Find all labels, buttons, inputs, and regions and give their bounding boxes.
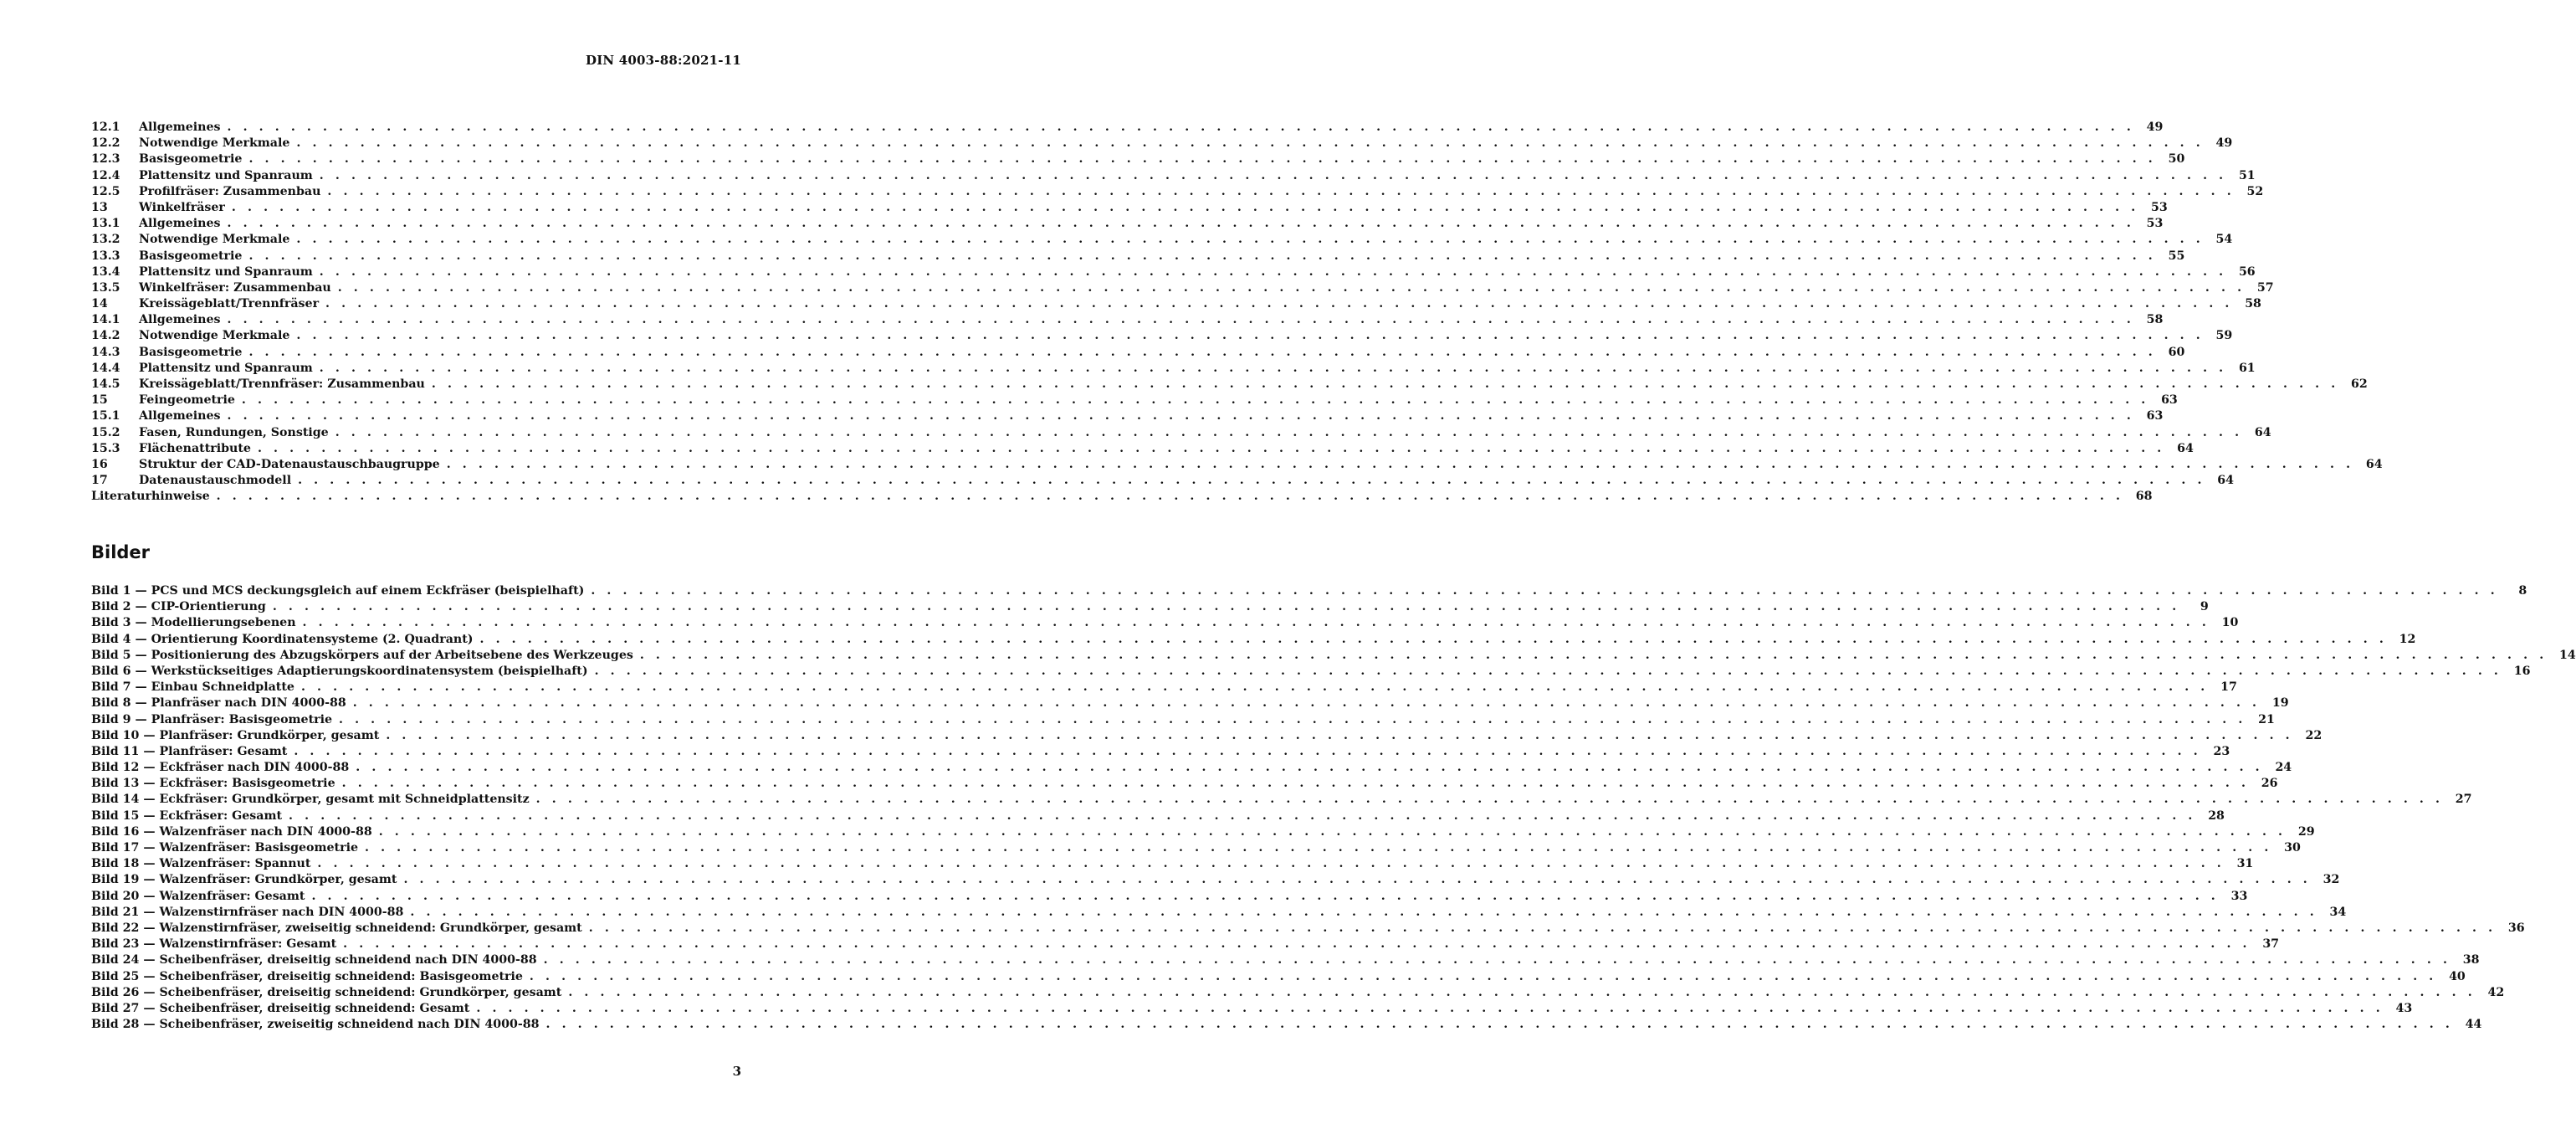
toc-entry[interactable] (91, 490, 2153, 506)
dot-leader: . . . . . . . . . . . . . . . . . . . . . . . . . . . . . . . . . . . . . . . . . . . . . . . . . . . . . . . . . . . . . . . . . . . . . . . . . . . . . . . . . . . . . . . . . . . . . . . . . . . . . . . . . . . . . . . . . . . . . . . . (410, 905, 2318, 919)
toc-entry-title: Literaturhinweise (91, 490, 210, 504)
figure-entry[interactable] (91, 857, 2254, 873)
figure-entry-title: Bild 8 — Planfräser nach DIN 4000-88 (91, 696, 346, 711)
dot-leader: . . . . . . . . . . . . . . . . . . . . . . . . . . . . . . . . . . . . . . . . . . . . . . . . . . . . . . . . . . . . . . . . . . . . . . . . . . . . . . . . . . . . . . . . . . . . . . . . . . . . . . . . . . . . . . . . . . . . . . . . (294, 744, 2202, 758)
toc-entry-number: 13.2 (91, 233, 120, 247)
toc-entry[interactable] (91, 249, 2185, 265)
figure-entry[interactable] (91, 1018, 2482, 1034)
figure-entry-page: 34 (2329, 905, 2347, 919)
figure-entry-title: Bild 14 — Eckfräser: Grundkörper, gesamt mit Schneidplattensitz (91, 793, 530, 807)
figure-entry-page: 32 (2322, 873, 2340, 887)
toc-entry-number: 13.3 (91, 249, 120, 263)
dot-leader: . . . . . . . . . . . . . . . . . . . . . . . . . . . . . . . . . . . . . . . . . . . . . . . . . . . . . . . . . . . . . . . . . . . . . . . . . . . . . . . . . . . . . . . . . . . . . . . . . . . . . . . . . . . . . . . . . . . . . . . . (431, 377, 2339, 391)
figure-entry-page: 9 (2200, 600, 2209, 614)
toc-entry[interactable] (91, 297, 2261, 313)
dot-leader: . . . . . . . . . . . . . . . . . . . . . . . . . . . . . . . . . . . . . . . . . . . . . . . . . . . . . . . . . . . . . . . . . . . . . . . . . . . . . . . . . . . . . . . . . . . . . . . . . . . . . . . . . . . . . . . . . . . . . . . . (588, 921, 2497, 935)
figure-entry-title: Bild 19 — Walzenfräser: Grundkörper, gesamt (91, 873, 397, 887)
figure-entry[interactable] (91, 744, 2230, 761)
toc-entry-number: 14 (91, 297, 108, 311)
toc-entry-title: Winkelfräser: Zusammenbau (139, 280, 331, 295)
toc-entry-page: 64 (2177, 441, 2194, 455)
toc-entry-page: 68 (2135, 490, 2153, 504)
figure-entry-page: 17 (2220, 680, 2237, 695)
dot-leader: . . . . . . . . . . . . . . . . . . . . . . . . . . . . . . . . . . . . . . . . . . . . . . . . . . . . . . . . . . . . . . . . . . . . . . . . . . . . . . . . . . . . . . . . . . . . . . . . . . . . . . . . . . . . . . . . . . . . . . . . (378, 824, 2287, 839)
figure-entry-title: Bild 1 — PCS und MCS deckungsgleich auf einem Eckfräser (beispielhaft) (91, 584, 585, 598)
dot-leader: . . . . . . . . . . . . . . . . . . . . . . . . . . . . . . . . . . . . . . . . . . . . . . . . . . . . . . . . . . . . . . . . . . . . . . . . . . . . . . . . . . . . . . . . . . . . . . . . . . . . . . . . . . . . . . . . . . . . . . . . (327, 184, 2235, 198)
figure-entry-title: Bild 25 — Scheibenfräser, dreiseitig schneidend: Basisgeometrie (91, 969, 523, 983)
figure-entry-title: Bild 7 — Einbau Schneidplatte (91, 680, 294, 695)
page-number: 3 (732, 1064, 741, 1079)
dot-leader: . . . . . . . . . . . . . . . . . . . . . . . . . . . . . . . . . . . . . . . . . . . . . . . . . . . . . . . . . . . . . . . . . . . . . . . . . . . . . . . . . . . . . . . . . . . . . . . . . . . . . . . . . . . . . . . . . . . . . . . . (227, 217, 2135, 231)
figure-entry-title: Bild 20 — Walzenfräser: Gesamt (91, 889, 305, 903)
toc-entry-title: Feingeometrie (139, 393, 235, 408)
figure-entry-page: 16 (2513, 664, 2531, 678)
toc-entry[interactable] (91, 280, 2274, 297)
figure-entry-title: Bild 2 — CIP-Orientierung (91, 600, 266, 614)
toc-entry[interactable] (91, 393, 2178, 409)
dot-leader: . . . . . . . . . . . . . . . . . . . . . . . . . . . . . . . . . . . . . . . . . . . . . . . . . . . . . . . . . . . . . . . . . . . . . . . . . . . . . . . . . . . . . . . . . . . . . . . . . . . . . . . . . . . . . . . . . . . . . . . . (339, 712, 2246, 726)
figure-entry-title: Bild 13 — Eckfräser: Basisgeometrie (91, 777, 335, 791)
figure-entry[interactable] (91, 664, 2531, 680)
toc-entry-number: 15.3 (91, 441, 120, 455)
figure-entry[interactable] (91, 953, 2480, 969)
dot-leader: . . . . . . . . . . . . . . . . . . . . . . . . . . . . . . . . . . . . . . . . . . . . . . . . . . . . . . . . . . . . . . . . . . . . . . . . . . . . . . . . . . . . . . . . . . . . . . . . . . . . . . . . . . . . . . . . . . . . . . . . (248, 345, 2157, 359)
dot-leader: . . . . . . . . . . . . . . . . . . . . . . . . . . . . . . . . . . . . . . . . . . . . . . . . . . . . . . . . . . . . . . . . . . . . . . . . . . . . . . . . . . . . . . . . . . . . . . . . . . . . . . . . . . . . . . . . . . . . . . . . (335, 425, 2243, 439)
figure-entry-page: 31 (2236, 857, 2254, 871)
figure-entry[interactable] (91, 616, 2239, 632)
figure-entry-page: 14 (2558, 648, 2576, 662)
toc-entry-page: 58 (2245, 297, 2261, 311)
dot-leader: . . . . . . . . . . . . . . . . . . . . . . . . . . . . . . . . . . . . . . . . . . . . . . . . . . . . . . . . . . . . . . . . . . . . . . . . . . . . . . . . . . . . . . . . . . . . . . . . . . . . . . . . . . . . . . . . . . . . . . . . (289, 808, 2196, 823)
figure-entry-title: Bild 9 — Planfräser: Basisgeometrie (91, 712, 333, 726)
figure-entry-page: 26 (2261, 777, 2278, 791)
figure-entry-title: Bild 11 — Planfräser: Gesamt (91, 744, 288, 758)
toc-entry-number: 14.3 (91, 345, 120, 359)
figure-entry-title: Bild 5 — Positionierung des Abzugskörpers auf der Arbeitsebene des Werkzeuges (91, 648, 633, 662)
toc-entry-page: 64 (2217, 474, 2234, 488)
toc-entry-page: 59 (2215, 329, 2233, 343)
figure-entry-title: Bild 27 — Scheibenfräser, dreiseitig schneidend: Gesamt (91, 1001, 470, 1015)
figure-entry-title: Bild 26 — Scheibenfräser, dreiseitig schneidend: Grundkörper, gesamt (91, 985, 562, 999)
toc-entry-title: Fasen, Rundungen, Sonstige (139, 425, 329, 439)
toc-entry-number: 15 (91, 393, 108, 408)
toc-entry-page: 49 (2146, 121, 2164, 134)
figure-entry-page: 22 (2305, 728, 2322, 742)
dot-leader: . . . . . . . . . . . . . . . . . . . . . . . . . . . . . . . . . . . . . . . . . . . . . . . . . . . . . . . . . . . . . . . . . . . . . . . . . . . . . . . . . . . . . . . . . . . . . . . . . . . . . . . . . . . . . . . . . . . . . . . . (535, 793, 2444, 807)
figure-entry-title: Bild 12 — Eckfräser nach DIN 4000-88 (91, 761, 350, 775)
toc-entry-page: 50 (2168, 152, 2185, 167)
figure-entry-title: Bild 4 — Orientierung Koordinatensysteme (2. Quadrant) (91, 632, 474, 646)
figures-heading: Bilder (91, 542, 151, 562)
toc-entry-page: 64 (2254, 425, 2271, 439)
figure-entry[interactable] (91, 808, 2225, 825)
figure-entry-page: 28 (2208, 808, 2225, 823)
dot-leader: . . . . . . . . . . . . . . . . . . . . . . . . . . . . . . . . . . . . . . . . . . . . . . . . . . . . . . . . . . . . . . . . . . . . . . . . . . . . . . . . . . . . . . . . . . . . . . . . . . . . . . . . . . . . . . . . . . . . . . . . (298, 474, 2205, 488)
toc-entry[interactable] (91, 345, 2185, 362)
dot-leader: . . . . . . . . . . . . . . . . . . . . . . . . . . . . . . . . . . . . . . . . . . . . . . . . . . . . . . . . . . . . . . . . . . . . . . . . . . . . . . . . . . . . . . . . . . . . . . . . . . . . . . . . . . . . . . . . . . . . . . . . (319, 168, 2227, 182)
dot-leader: . . . . . . . . . . . . . . . . . . . . . . . . . . . . . . . . . . . . . . . . . . . . . . . . . . . . . . . . . . . . . . . . . . . . . . . . . . . . . . . . . . . . . . . . . . . . . . . . . . . . . . . . . . . . . . . . . . . . . . . . (325, 297, 2233, 311)
figure-entry[interactable] (91, 969, 2466, 986)
dot-leader: . . . . . . . . . . . . . . . . . . . . . . . . . . . . . . . . . . . . . . . . . . . . . . . . . . . . . . . . . . . . . . . . . . . . . . . . . . . . . . . . . . . . . . . . . . . . . . . . . . . . . . . . . . . . . . . . . . . . . . . . (302, 616, 2210, 630)
figure-entry-page: 36 (2507, 921, 2525, 935)
figure-entry[interactable] (91, 824, 2315, 841)
figure-entry-page: 44 (2465, 1018, 2482, 1032)
toc-entry[interactable] (91, 233, 2233, 249)
toc-entry[interactable] (91, 264, 2256, 281)
figure-entry-title: Bild 3 — Modellierungsebenen (91, 616, 296, 630)
figure-entry[interactable] (91, 600, 2209, 616)
figure-entry-title: Bild 10 — Planfräser: Grundkörper, gesamt (91, 728, 380, 742)
dot-leader: . . . . . . . . . . . . . . . . . . . . . . . . . . . . . . . . . . . . . . . . . . . . . . . . . . . . . . . . . . . . . . . . . . . . . . . . . . . . . . . . . . . . . . . . . . . . . . . . . . . . . . . . . . . . . . . . . . . . . . . . (341, 777, 2250, 791)
toc-entry-page: 63 (2161, 393, 2178, 408)
dot-leader: . . . . . . . . . . . . . . . . . . . . . . . . . . . . . . . . . . . . . . . . . . . . . . . . . . . . . . . . . . . . . . . . . . . . . . . . . . . . . . . . . . . . . . . . . . . . . . . . . . . . . . . . . . . . . . . . . . . . . . . . (311, 889, 2220, 903)
dot-leader: . . . . . . . . . . . . . . . . . . . . . . . . . . . . . . . . . . . . . . . . . . . . . . . . . . . . . . . . . . . . . . . . . . . . . . . . . . . . . . . . . . . . . . . . . . . . . . . . . . . . . . . . . . . . . . . . . . . . . . . . (227, 121, 2135, 134)
dot-leader: . . . . . . . . . . . . . . . . . . . . . . . . . . . . . . . . . . . . . . . . . . . . . . . . . . . . . . . . . . . . . . . . . . . . . . . . . . . . . . . . . . . . . . . . . . . . . . . . . . . . . . . . . . . . . . . . . . . . . . . . (543, 953, 2451, 967)
dot-leader: . . . . . . . . . . . . . . . . . . . . . . . . . . . . . . . . . . . . . . . . . . . . . . . . . . . . . . . . . . . . . . . . . . . . . . . . . . . . . . . . . . . . . . . . . . . . . . . . . . . . . . . . . . . . . . . . . . . . . . . . (257, 441, 2165, 455)
toc-entry-page: 56 (2238, 264, 2256, 279)
dot-leader: . . . . . . . . . . . . . . . . . . . . . . . . . . . . . . . . . . . . . . . . . . . . . . . . . . . . . . . . . . . . . . . . . . . . . . . . . . . . . . . . . . . . . . . . . . . . . . . . . . . . . . . . . . . . . . . . . . . . . . . . (227, 313, 2135, 327)
toc-entry-title: Allgemeines (139, 313, 221, 327)
dot-leader: . . . . . . . . . . . . . . . . . . . . . . . . . . . . . . . . . . . . . . . . . . . . . . . . . . . . . . . . . . . . . . . . . . . . . . . . . . . . . . . . . . . . . . . . . . . . . . . . . . . . . . . . . . . . . . . . . . . . . . . . (248, 152, 2157, 167)
toc-entry-page: 52 (2246, 184, 2264, 198)
toc-entry-page: 53 (2151, 200, 2168, 214)
figure-entry-title: Bild 21 — Walzenstirnfräser nach DIN 4000-88 (91, 905, 404, 919)
dot-leader: . . . . . . . . . . . . . . . . . . . . . . . . . . . . . . . . . . . . . . . . . . . . . . . . . . . . . . . . . . . . . . . . . . . . . . . . . . . . . . . . . . . . . . . . . . . . . . . . . . . . . . . . . . . . . . . . . . . . . . . . (639, 648, 2548, 662)
toc-entry-title: Datenaustauschmodell (139, 474, 292, 488)
toc-entry[interactable] (91, 457, 2383, 474)
toc-entry-title: Plattensitz und Spanraum (139, 168, 313, 182)
dot-leader: . . . . . . . . . . . . . . . . . . . . . . . . . . . . . . . . . . . . . . . . . . . . . . . . . . . . . . . . . . . . . . . . . . . . . . . . . . . . . . . . . . . . . . . . . . . . . . . . . . . . . . . . . . . . . . . . . . . . . . . . (343, 937, 2251, 952)
toc-entry[interactable] (91, 217, 2164, 233)
figure-entry[interactable] (91, 761, 2292, 777)
figure-entry-title: Bild 23 — Walzenstirnfräser: Gesamt (91, 937, 337, 952)
figure-entry-page: 8 (2518, 584, 2527, 598)
figure-entry-page: 43 (2395, 1001, 2413, 1015)
figure-entry-page: 38 (2462, 953, 2480, 967)
toc-entry-title: Winkelfräser (139, 200, 225, 214)
toc-entry[interactable] (91, 425, 2271, 442)
dot-leader: . . . . . . . . . . . . . . . . . . . . . . . . . . . . . . . . . . . . . . . . . . . . . . . . . . . . . . . . . . . . . . . . . . . . . . . . . . . . . . . . . . . . . . . . . . . . . . . . . . . . . . . . . . . . . . . . . . . . . . . . (241, 393, 2149, 408)
figure-entry[interactable] (91, 648, 2576, 665)
dot-leader: . . . . . . . . . . . . . . . . . . . . . . . . . . . . . . . . . . . . . . . . . . . . . . . . . . . . . . . . . . . . . . . . . . . . . . . . . . . . . . . . . . . . . . . . . . . . . . . . . . . . . . . . . . . . . . . . . . . . . . . . (591, 584, 2499, 598)
toc-entry-title: Basisgeometrie (139, 152, 243, 167)
dot-leader: . . . . . . . . . . . . . . . . . . . . . . . . . . . . . . . . . . . . . . . . . . . . . . . . . . . . . . . . . . . . . . . . . . . . . . . . . . . . . . . . . . . . . . . . . . . . . . . . . . . . . . . . . . . . . . . . . . . . . . . . (296, 329, 2205, 343)
figure-entry-page: 37 (2262, 937, 2280, 952)
figure-entry[interactable] (91, 889, 2248, 906)
toc-entry-page: 64 (2365, 457, 2383, 471)
figure-entry-page: 23 (2213, 744, 2230, 758)
toc-entry-title: Flächenattribute (139, 441, 251, 455)
figure-entry[interactable] (91, 584, 2527, 600)
toc-entry-number: 14.2 (91, 329, 120, 343)
figure-entry-page: 10 (2221, 616, 2239, 630)
toc-entry-number: 12.3 (91, 152, 120, 167)
figure-entry[interactable] (91, 841, 2301, 857)
toc-entry[interactable] (91, 441, 2194, 458)
toc-entry[interactable] (91, 121, 2164, 136)
list-of-figures (91, 584, 2576, 1034)
figure-entry-page: 40 (2449, 969, 2466, 983)
toc-entry-title: Notwendige Merkmale (139, 329, 290, 343)
figure-entry[interactable] (91, 985, 2505, 1002)
dot-leader: . . . . . . . . . . . . . . . . . . . . . . . . . . . . . . . . . . . . . . . . . . . . . . . . . . . . . . . . . . . . . . . . . . . . . . . . . . . . . . . . . . . . . . . . . . . . . . . . . . . . . . . . . . . . . . . . . . . . . . . . (446, 457, 2354, 471)
figure-entry-page: 24 (2275, 761, 2292, 775)
toc-entry-title: Allgemeines (139, 121, 221, 134)
figure-entry-title: Bild 6 — Werkstückseitiges Adaptierungskoordinatensystem (beispielhaft) (91, 664, 588, 678)
toc-entry-page: 61 (2238, 361, 2256, 375)
figure-entry[interactable] (91, 905, 2347, 921)
dot-leader: . . . . . . . . . . . . . . . . . . . . . . . . . . . . . . . . . . . . . . . . . . . . . . . . . . . . . . . . . . . . . . . . . . . . . . . . . . . . . . . . . . . . . . . . . . . . . . . . . . . . . . . . . . . . . . . . . . . . . . . . (300, 680, 2209, 695)
toc-entry-number: 14.1 (91, 313, 120, 327)
toc-entry-page: 57 (2256, 280, 2274, 295)
toc-entry-title: Plattensitz und Spanraum (139, 264, 313, 279)
figure-entry-title: Bild 28 — Scheibenfräser, zweiseitig schneidend nach DIN 4000-88 (91, 1018, 540, 1032)
dot-leader: . . . . . . . . . . . . . . . . . . . . . . . . . . . . . . . . . . . . . . . . . . . . . . . . . . . . . . . . . . . . . . . . . . . . . . . . . . . . . . . . . . . . . . . . . . . . . . . . . . . . . . . . . . . . . . . . . . . . . . . . (337, 280, 2246, 295)
figure-entry-title: Bild 24 — Scheibenfräser, dreiseitig schneidend nach DIN 4000-88 (91, 953, 537, 967)
figure-entry[interactable] (91, 793, 2472, 808)
figure-entry-page: 30 (2284, 841, 2301, 855)
dot-leader: . . . . . . . . . . . . . . . . . . . . . . . . . . . . . . . . . . . . . . . . . . . . . . . . . . . . . . . . . . . . . . . . . . . . . . . . . . . . . . . . . . . . . . . . . . . . . . . . . . . . . . . . . . . . . . . . . . . . . . . . (317, 857, 2225, 871)
figure-entry[interactable] (91, 777, 2278, 793)
toc-entry[interactable] (91, 136, 2233, 152)
dot-leader: . . . . . . . . . . . . . . . . . . . . . . . . . . . . . . . . . . . . . . . . . . . . . . . . . . . . . . . . . . . . . . . . . . . . . . . . . . . . . . . . . . . . . . . . . . . . . . . . . . . . . . . . . . . . . . . . . . . . . . . . (545, 1018, 2454, 1032)
dot-leader: . . . . . . . . . . . . . . . . . . . . . . . . . . . . . . . . . . . . . . . . . . . . . . . . . . . . . . . . . . . . . . . . . . . . . . . . . . . . . . . . . . . . . . . . . . . . . . . . . . . . . . . . . . . . . . . . . . . . . . . . (319, 264, 2227, 279)
toc-entry-number: 12.1 (91, 121, 120, 134)
toc-entry-title: Kreissägeblatt/Trennfräser: Zusammenbau (139, 377, 425, 391)
toc-entry-page: 53 (2146, 217, 2164, 231)
figure-entry[interactable] (91, 937, 2280, 953)
figure-entry-page: 33 (2230, 889, 2248, 903)
toc-entry-page: 54 (2215, 233, 2233, 247)
toc-entry-number: 12.4 (91, 168, 120, 182)
figure-entry-title: Bild 17 — Walzenfräser: Basisgeometrie (91, 841, 358, 855)
toc-entry[interactable] (91, 409, 2164, 425)
toc-entry[interactable] (91, 184, 2264, 201)
figure-entry[interactable] (91, 873, 2340, 889)
toc-entry-page: 62 (2351, 377, 2368, 391)
toc-entry-number: 12.5 (91, 184, 120, 198)
figure-entry-page: 42 (2487, 985, 2505, 999)
figure-entry-title: Bild 18 — Walzenfräser: Spannut (91, 857, 311, 871)
dot-leader: . . . . . . . . . . . . . . . . . . . . . . . . . . . . . . . . . . . . . . . . . . . . . . . . . . . . . . . . . . . . . . . . . . . . . . . . . . . . . . . . . . . . . . . . . . . . . . . . . . . . . . . . . . . . . . . . . . . . . . . . (529, 969, 2437, 983)
toc-entry-page: 49 (2215, 136, 2233, 151)
figure-entry[interactable] (91, 728, 2322, 745)
toc-entry[interactable] (91, 474, 2234, 490)
figure-entry-title: Bild 15 — Eckfräser: Gesamt (91, 808, 283, 823)
toc-entry-title: Allgemeines (139, 409, 221, 423)
toc-entry-title: Basisgeometrie (139, 345, 243, 359)
dot-leader: . . . . . . . . . . . . . . . . . . . . . . . . . . . . . . . . . . . . . . . . . . . . . . . . . . . . . . . . . . . . . . . . . . . . . . . . . . . . . . . . . . . . . . . . . . . . . . . . . . . . . . . . . . . . . . . . . . . . . . . . (356, 761, 2264, 775)
document-id: DIN 4003-88:2021-11 (586, 53, 741, 68)
dot-leader: . . . . . . . . . . . . . . . . . . . . . . . . . . . . . . . . . . . . . . . . . . . . . . . . . . . . . . . . . . . . . . . . . . . . . . . . . . . . . . . . . . . . . . . . . . . . . . . . . . . . . . . . . . . . . . . . . . . . . . . . (248, 249, 2157, 263)
toc-entry-title: Notwendige Merkmale (139, 233, 290, 247)
dot-leader: . . . . . . . . . . . . . . . . . . . . . . . . . . . . . . . . . . . . . . . . . . . . . . . . . . . . . . . . . . . . . . . . . . . . . . . . . . . . . . . . . . . . . . . . . . . . . . . . . . . . . . . . . . . . . . . . . . . . . . . . (594, 664, 2502, 678)
toc-entry-page: 58 (2146, 313, 2164, 327)
toc-entry-number: 13.4 (91, 264, 120, 279)
toc-entry-page: 63 (2146, 409, 2164, 423)
dot-leader: . . . . . . . . . . . . . . . . . . . . . . . . . . . . . . . . . . . . . . . . . . . . . . . . . . . . . . . . . . . . . . . . . . . . . . . . . . . . . . . . . . . . . . . . . . . . . . . . . . . . . . . . . . . . . . . . . . . . . . . . (568, 985, 2476, 999)
figure-entry[interactable] (91, 680, 2237, 696)
toc-entry-number: 14.4 (91, 361, 120, 375)
dot-leader: . . . . . . . . . . . . . . . . . . . . . . . . . . . . . . . . . . . . . . . . . . . . . . . . . . . . . . . . . . . . . . . . . . . . . . . . . . . . . . . . . . . . . . . . . . . . . . . . . . . . . . . . . . . . . . . . . . . . . . . . (272, 600, 2180, 614)
table-of-contents (91, 121, 2383, 506)
figure-entry-page: 29 (2297, 824, 2315, 839)
dot-leader: . . . . . . . . . . . . . . . . . . . . . . . . . . . . . . . . . . . . . . . . . . . . . . . . . . . . . . . . . . . . . . . . . . . . . . . . . . . . . . . . . . . . . . . . . . . . . . . . . . . . . . . . . . . . . . . . . . . . . . . . (216, 490, 2124, 504)
toc-entry-title: Struktur der CAD-Datenaustauschbaugruppe (139, 457, 440, 471)
toc-entry-page: 51 (2238, 168, 2256, 182)
toc-entry-number: 13 (91, 200, 108, 214)
dot-leader: . . . . . . . . . . . . . . . . . . . . . . . . . . . . . . . . . . . . . . . . . . . . . . . . . . . . . . . . . . . . . . . . . . . . . . . . . . . . . . . . . . . . . . . . . . . . . . . . . . . . . . . . . . . . . . . . . . . . . . . . (352, 696, 2261, 711)
figure-entry-page: 12 (2399, 632, 2416, 646)
toc-entry-number: 17 (91, 474, 108, 488)
toc-entry-title: Profilfräser: Zusammenbau (139, 184, 321, 198)
figure-entry[interactable] (91, 921, 2525, 937)
figure-entry[interactable] (91, 632, 2416, 649)
figure-entry-page: 21 (2258, 712, 2275, 726)
toc-entry-title: Kreissägeblatt/Trennfräser (139, 297, 320, 311)
toc-entry[interactable] (91, 313, 2164, 329)
figure-entry-page: 27 (2455, 793, 2472, 807)
dot-leader: . . . . . . . . . . . . . . . . . . . . . . . . . . . . . . . . . . . . . . . . . . . . . . . . . . . . . . . . . . . . . . . . . . . . . . . . . . . . . . . . . . . . . . . . . . . . . . . . . . . . . . . . . . . . . . . . . . . . . . . . (231, 200, 2139, 214)
dot-leader: . . . . . . . . . . . . . . . . . . . . . . . . . . . . . . . . . . . . . . . . . . . . . . . . . . . . . . . . . . . . . . . . . . . . . . . . . . . . . . . . . . . . . . . . . . . . . . . . . . . . . . . . . . . . . . . . . . . . . . . . (479, 632, 2388, 646)
dot-leader: . . . . . . . . . . . . . . . . . . . . . . . . . . . . . . . . . . . . . . . . . . . . . . . . . . . . . . . . . . . . . . . . . . . . . . . . . . . . . . . . . . . . . . . . . . . . . . . . . . . . . . . . . . . . . . . . . . . . . . . . (296, 136, 2205, 151)
toc-entry-number: 15.1 (91, 409, 120, 423)
toc-entry-title: Plattensitz und Spanraum (139, 361, 313, 375)
figure-entry-page: 19 (2271, 696, 2289, 711)
figure-entry[interactable] (91, 712, 2275, 729)
toc-entry-title: Allgemeines (139, 217, 221, 231)
dot-leader: . . . . . . . . . . . . . . . . . . . . . . . . . . . . . . . . . . . . . . . . . . . . . . . . . . . . . . . . . . . . . . . . . . . . . . . . . . . . . . . . . . . . . . . . . . . . . . . . . . . . . . . . . . . . . . . . . . . . . . . . (403, 873, 2312, 887)
toc-entry-number: 12.2 (91, 136, 120, 151)
toc-entry-title: Basisgeometrie (139, 249, 243, 263)
toc-entry-page: 55 (2168, 249, 2185, 263)
toc-entry-number: 16 (91, 457, 108, 471)
toc-entry-page: 60 (2168, 345, 2185, 359)
figure-entry-title: Bild 22 — Walzenstirnfräser, zweiseitig schneidend: Grundkörper, gesamt (91, 921, 582, 935)
toc-entry-number: 14.5 (91, 377, 120, 391)
dot-leader: . . . . . . . . . . . . . . . . . . . . . . . . . . . . . . . . . . . . . . . . . . . . . . . . . . . . . . . . . . . . . . . . . . . . . . . . . . . . . . . . . . . . . . . . . . . . . . . . . . . . . . . . . . . . . . . . . . . . . . . . (319, 361, 2227, 375)
toc-entry-number: 13.1 (91, 217, 120, 231)
toc-entry[interactable] (91, 329, 2233, 345)
dot-leader: . . . . . . . . . . . . . . . . . . . . . . . . . . . . . . . . . . . . . . . . . . . . . . . . . . . . . . . . . . . . . . . . . . . . . . . . . . . . . . . . . . . . . . . . . . . . . . . . . . . . . . . . . . . . . . . . . . . . . . . . (476, 1001, 2384, 1015)
toc-entry[interactable] (91, 377, 2368, 393)
toc-entry-number: 13.5 (91, 280, 120, 295)
dot-leader: . . . . . . . . . . . . . . . . . . . . . . . . . . . . . . . . . . . . . . . . . . . . . . . . . . . . . . . . . . . . . . . . . . . . . . . . . . . . . . . . . . . . . . . . . . . . . . . . . . . . . . . . . . . . . . . . . . . . . . . . (296, 233, 2205, 247)
figure-entry[interactable] (91, 1001, 2413, 1018)
figure-entry-title: Bild 16 — Walzenfräser nach DIN 4000-88 (91, 824, 372, 839)
dot-leader: . . . . . . . . . . . . . . . . . . . . . . . . . . . . . . . . . . . . . . . . . . . . . . . . . . . . . . . . . . . . . . . . . . . . . . . . . . . . . . . . . . . . . . . . . . . . . . . . . . . . . . . . . . . . . . . . . . . . . . . . (227, 409, 2135, 423)
toc-entry[interactable] (91, 152, 2185, 168)
toc-entry-number: 15.2 (91, 425, 120, 439)
toc-entry[interactable] (91, 168, 2256, 185)
dot-leader: . . . . . . . . . . . . . . . . . . . . . . . . . . . . . . . . . . . . . . . . . . . . . . . . . . . . . . . . . . . . . . . . . . . . . . . . . . . . . . . . . . . . . . . . . . . . . . . . . . . . . . . . . . . . . . . . . . . . . . . . (365, 841, 2272, 855)
figure-entry[interactable] (91, 696, 2289, 712)
toc-entry[interactable] (91, 200, 2168, 217)
toc-entry[interactable] (91, 361, 2256, 377)
dot-leader: . . . . . . . . . . . . . . . . . . . . . . . . . . . . . . . . . . . . . . . . . . . . . . . . . . . . . . . . . . . . . . . . . . . . . . . . . . . . . . . . . . . . . . . . . . . . . . . . . . . . . . . . . . . . . . . . . . . . . . . . (386, 728, 2294, 742)
toc-entry-title: Notwendige Merkmale (139, 136, 290, 151)
